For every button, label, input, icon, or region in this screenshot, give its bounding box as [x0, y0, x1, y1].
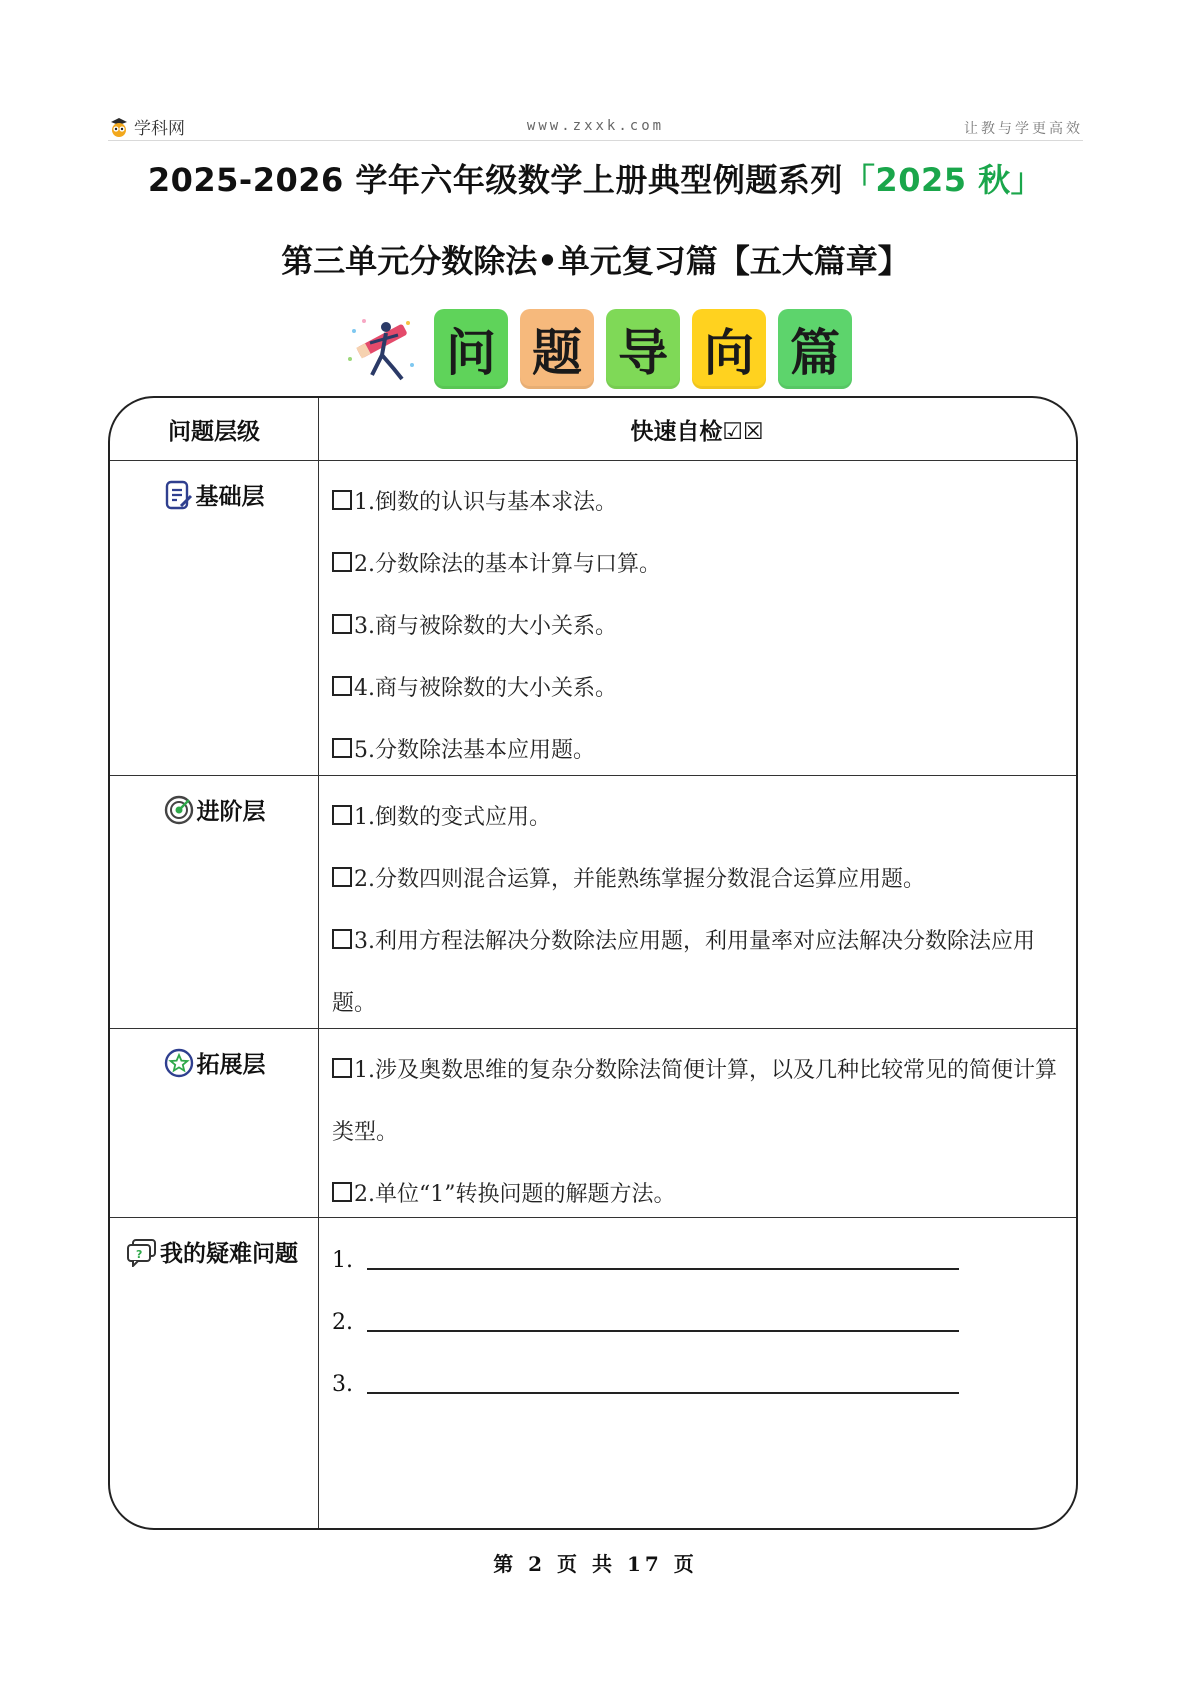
- question-blanks: [332, 1229, 1064, 1415]
- self-check-table: [108, 396, 1078, 1530]
- star-circle-icon: [163, 1047, 195, 1079]
- check-item[interactable]: 2.分数四则混合运算，并能熟练掌握分数混合运算应用题。: [332, 849, 1064, 911]
- check-items: [332, 472, 1064, 782]
- svg-text:?: ?: [136, 1247, 143, 1261]
- question-line[interactable]: 3.: [332, 1353, 1064, 1415]
- level-label: 基础层: [195, 484, 265, 510]
- checkbox-icon[interactable]: [332, 929, 352, 949]
- table-row-advanced: [110, 775, 1076, 1029]
- checkbox-icon[interactable]: [332, 614, 352, 634]
- title-main: 2025-2026 学年六年级数学上册典型例题系列: [147, 161, 843, 199]
- header-motto: 让教与学更高效: [964, 121, 1083, 137]
- banner-tile: 导: [606, 309, 680, 389]
- answer-underline[interactable]: [367, 1250, 959, 1270]
- level-cell: [110, 478, 318, 511]
- question-line[interactable]: 1.: [332, 1229, 1064, 1291]
- level-cell: [108, 1235, 316, 1268]
- document-subtitle: 第三单元分数除法•单元复习篇【五大篇章】: [281, 242, 910, 280]
- checkbox-icon[interactable]: [332, 738, 352, 758]
- document-title: [0, 155, 1191, 201]
- section-banner: [342, 308, 864, 390]
- banner-tile: 篇: [778, 309, 852, 389]
- level-label: 我的疑难问题: [160, 1241, 298, 1267]
- question-line[interactable]: 2.: [332, 1291, 1064, 1353]
- table-header-row: [110, 398, 1076, 461]
- level-cell: [110, 1046, 318, 1079]
- check-item[interactable]: 5.分数除法基本应用题。: [332, 720, 1064, 782]
- check-items: [332, 787, 1064, 1035]
- checkbox-icon[interactable]: [332, 867, 352, 887]
- banner-tile: 问: [434, 309, 508, 389]
- page-number: 第 2 页 共 17 页: [493, 1552, 698, 1576]
- page-header: [108, 112, 1083, 141]
- checkbox-icon[interactable]: [332, 490, 352, 510]
- check-item[interactable]: 2.分数除法的基本计算与口算。: [332, 534, 1064, 596]
- checkbox-icon[interactable]: [332, 1058, 352, 1078]
- site-url: www.zxxk.com: [526, 118, 665, 134]
- check-item[interactable]: 3.商与被除数的大小关系。: [332, 596, 1064, 658]
- level-label: 拓展层: [196, 1052, 266, 1078]
- table-row-extension: [110, 1028, 1076, 1218]
- check-item[interactable]: 3.利用方程法解决分数除法应用题，利用量率对应法解决分数除法应用题。: [332, 929, 1035, 1016]
- answer-underline[interactable]: [367, 1312, 959, 1332]
- level-label: 进阶层: [196, 799, 266, 825]
- question-bubble-icon: [126, 1237, 158, 1267]
- check-item[interactable]: 4.商与被除数的大小关系。: [332, 658, 1064, 720]
- col-header-check: 快速自检☑☒: [630, 418, 764, 445]
- checklist-icon: [164, 479, 194, 511]
- runner-pencil-illustration: [342, 313, 422, 385]
- check-item[interactable]: 1.涉及奥数思维的复杂分数除法简便计算，以及几种比较常见的简便计算类型。: [332, 1058, 1057, 1145]
- level-cell: [110, 793, 318, 826]
- title-accent: 「2025 秋」: [842, 161, 1044, 199]
- table-row-questions: [110, 1217, 1076, 1530]
- banner-tile: 向: [692, 309, 766, 389]
- target-icon: [163, 794, 195, 826]
- banner-tile: 题: [520, 309, 594, 389]
- check-item[interactable]: 1.倒数的认识与基本求法。: [332, 472, 1064, 534]
- checkbox-icon[interactable]: [332, 552, 352, 572]
- check-item[interactable]: 2.单位“1”转换问题的解题方法。: [332, 1164, 1064, 1226]
- check-item[interactable]: 1.倒数的变式应用。: [332, 787, 1064, 849]
- checkbox-icon[interactable]: [332, 1182, 352, 1202]
- checkbox-icon[interactable]: [332, 805, 352, 825]
- logo-text: 学科网: [134, 119, 185, 139]
- answer-underline[interactable]: [367, 1374, 959, 1394]
- col-header-level: 问题层级: [168, 418, 260, 445]
- checkbox-icon[interactable]: [332, 676, 352, 696]
- check-items: [332, 1040, 1064, 1226]
- table-row-basic: [110, 460, 1076, 776]
